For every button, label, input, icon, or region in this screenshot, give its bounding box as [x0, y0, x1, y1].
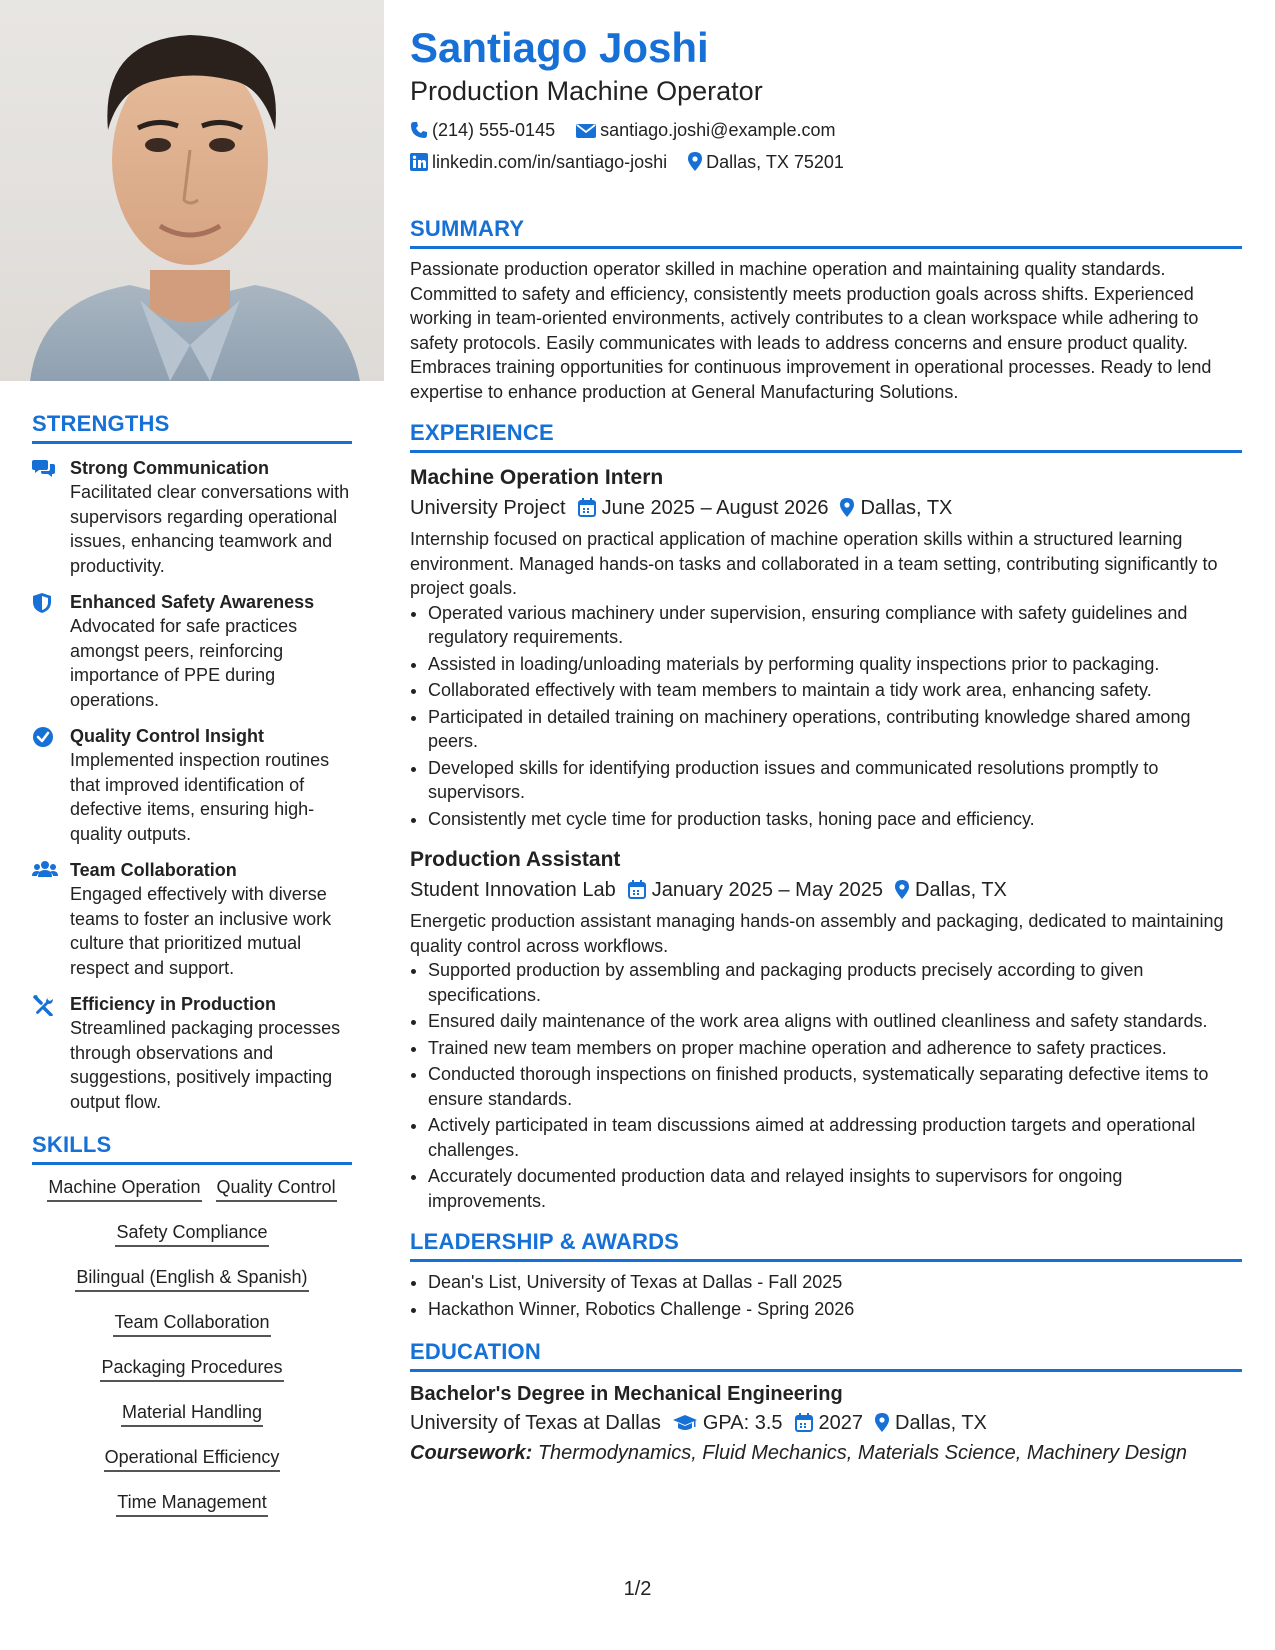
strength-title: Enhanced Safety Awareness — [70, 592, 315, 612]
strength-item — [32, 724, 352, 846]
contact-phone[interactable] — [410, 114, 555, 146]
bullet-item: • Developed skills for identifying production issues and communicated resolutions promptly to supervisors. — [428, 756, 1242, 805]
calendar-icon — [628, 880, 646, 899]
email-text: santiago.joshi@example.com — [600, 120, 836, 140]
skill-tag: Team Collaboration — [113, 1312, 270, 1337]
linkedin-text: linkedin.com/in/santiago-joshi — [432, 152, 668, 172]
experience-heading: EXPERIENCE — [410, 420, 1242, 453]
job-location: Dallas, TX — [860, 497, 953, 519]
coursework-label: Coursework: — [410, 1442, 533, 1464]
map-pin-icon — [840, 498, 854, 517]
skill-tag: Packaging Procedures — [100, 1357, 283, 1382]
map-pin-icon — [875, 1413, 889, 1432]
school-name: University of Texas at Dallas — [410, 1412, 661, 1434]
skill-tag: Operational Efficiency — [104, 1447, 281, 1472]
job-meta — [410, 493, 1242, 523]
bullet-item: • Consistently met cycle time for production tasks, honing pace and efficiency. — [428, 807, 1242, 832]
coursework-list: Thermodynamics, Fluid Mechanics, Materials Science, Machinery Design — [537, 1442, 1187, 1464]
job-bullets — [410, 601, 1242, 832]
job-location: Dallas, TX — [915, 879, 1007, 901]
profile-photo — [0, 0, 384, 381]
strengths-heading: STRENGTHS — [32, 411, 352, 444]
graduation-year: 2027 — [818, 1412, 864, 1434]
job-dates: January 2025 – May 2025 — [651, 879, 884, 901]
check-circle-icon — [32, 724, 70, 846]
bullet-item: • Supported production by assembling and packaging products precisely according to given specifications. — [428, 958, 1242, 1007]
summary-section — [410, 216, 1242, 404]
job-description: Internship focused on practical application of machine operation skills within a structured learning environment. Managed hands-on tasks and collaborated in a team setting, contributing significantly to project goals. — [410, 529, 1218, 598]
award-item: • Dean's List, University of Texas at Dallas - Fall 2025 — [428, 1270, 1242, 1295]
skill-tag: Quality Control — [216, 1177, 337, 1202]
contact-info — [410, 114, 1242, 178]
strength-title: Efficiency in Production — [70, 994, 277, 1014]
strength-title: Team Collaboration — [70, 860, 237, 880]
skills-heading: SKILLS — [32, 1132, 352, 1165]
bullet-item: • Conducted thorough inspections on finished products, systematically separating defective items to ensure standards. — [428, 1062, 1242, 1111]
bullet-item: • Operated various machinery under supervision, ensuring compliance with safety guidelines and regulatory requirements. — [428, 601, 1242, 650]
strength-item — [32, 590, 352, 712]
strength-desc: Advocated for safe practices amongst peers, reinforcing importance of PPE during operations. — [70, 616, 298, 710]
comments-icon — [32, 456, 70, 578]
bullet-item: • Trained new team members on proper machine operation and adherence to safety practices. — [428, 1036, 1242, 1061]
award-item: • Hackathon Winner, Robotics Challenge - Spring 2026 — [428, 1297, 1242, 1322]
skill-tag: Material Handling — [121, 1402, 263, 1427]
left-column — [32, 411, 352, 1537]
job-entry — [410, 463, 1242, 831]
location-text: Dallas, TX 75201 — [706, 152, 844, 172]
job-entry — [410, 845, 1242, 1213]
bullet-item: • Ensured daily maintenance of the work area aligns with outlined cleanliness and safety standards. — [428, 1009, 1242, 1034]
job-role: Production Machine Operator — [410, 76, 763, 106]
gpa: GPA: 3.5 — [702, 1412, 783, 1434]
calendar-icon — [795, 1413, 813, 1432]
education-heading: EDUCATION — [410, 1339, 1242, 1372]
job-description: Energetic production assistant managing hands-on assembly and packaging, dedicated to maintaining quality control across workflows. — [410, 911, 1224, 956]
bullet-item: • Collaborated effectively with team members to maintain a tidy work area, enhancing safety. — [428, 678, 1242, 703]
shield-icon — [32, 590, 70, 712]
job-bullets — [410, 958, 1242, 1213]
skill-tag: Safety Compliance — [115, 1222, 268, 1247]
strength-desc: Implemented inspection routines that improved identification of defective items, ensuring high-quality outputs. — [70, 750, 330, 844]
contact-linkedin[interactable] — [410, 146, 667, 178]
strength-desc: Engaged effectively with diverse teams to foster an inclusive work culture that prioritized mutual respect and support. — [70, 884, 332, 978]
job-org: Student Innovation Lab — [410, 879, 616, 901]
phone-text: (214) 555-0145 — [432, 120, 556, 140]
phone-icon — [410, 121, 428, 139]
job-title: Machine Operation Intern — [410, 466, 664, 489]
job-title: Production Assistant — [410, 848, 621, 871]
map-pin-icon — [895, 880, 909, 899]
summary-heading: SUMMARY — [410, 216, 1242, 249]
job-org: University Project — [410, 497, 566, 519]
strength-desc: Streamlined packaging processes through observations and suggestions, positively impacting output flow. — [70, 1018, 341, 1112]
page-indicator: 1/2 — [623, 1578, 652, 1600]
awards-list — [410, 1270, 1242, 1321]
bullet-item: • Assisted in loading/unloading materials by performing quality inspections prior to packaging. — [428, 652, 1242, 677]
envelope-icon — [576, 123, 596, 139]
contact-location — [688, 146, 844, 178]
tools-icon — [32, 992, 70, 1114]
bullet-item: • Participated in detailed training on machinery operations, contributing knowledge shared among peers. — [428, 705, 1242, 754]
education-meta — [410, 1408, 1242, 1438]
calendar-icon — [578, 498, 596, 517]
linkedin-icon — [410, 153, 428, 171]
strength-title: Quality Control Insight — [70, 726, 264, 746]
strength-item — [32, 456, 352, 578]
strength-title: Strong Communication — [70, 458, 269, 478]
candidate-name: Santiago Joshi — [410, 24, 709, 71]
right-column — [410, 22, 1242, 1468]
bullet-item: • Accurately documented production data and relayed insights to supervisors for ongoing improvements. — [428, 1164, 1242, 1213]
education-location: Dallas, TX — [895, 1412, 987, 1434]
contact-email[interactable] — [576, 114, 835, 146]
experience-section — [410, 420, 1242, 1213]
degree-title: Bachelor's Degree in Mechanical Engineering — [410, 1383, 843, 1405]
bullet-item: • Actively participated in team discussions aimed at addressing production targets and operational challenges. — [428, 1113, 1242, 1162]
skills-list — [32, 1177, 352, 1517]
skills-section — [32, 1132, 352, 1517]
coursework — [410, 1438, 1242, 1468]
skill-tag: Machine Operation — [47, 1177, 201, 1202]
job-dates: June 2025 – August 2026 — [601, 497, 829, 519]
strength-item — [32, 858, 352, 980]
leadership-heading: LEADERSHIP & AWARDS — [410, 1229, 1242, 1262]
graduation-cap-icon — [673, 1414, 697, 1432]
skill-tag: Bilingual (English & Spanish) — [75, 1267, 308, 1292]
skill-tag: Time Management — [116, 1492, 267, 1517]
education-section — [410, 1339, 1242, 1468]
strength-desc: Facilitated clear conversations with supervisors regarding operational issues, enhancing teamwork and productivity. — [70, 482, 350, 576]
leadership-section — [410, 1229, 1242, 1321]
job-meta — [410, 875, 1242, 905]
summary-text: Passionate production operator skilled in machine operation and maintaining quality standards. Committed to safety and efficiency, consistently meets production goals across shifts. Experienced working in team-oriented environments, actively contributes to a clean workspace while adhering to safety protocols. Easily communicates with leads to address concerns and ensure product quality. Embraces training opportunities for continuous improvement in operational processes. Ready to lend expertise to enhance production at General Manufacturing Solutions. — [410, 259, 1212, 402]
strength-item — [32, 992, 352, 1114]
users-icon — [32, 858, 70, 980]
map-pin-icon — [688, 152, 702, 171]
